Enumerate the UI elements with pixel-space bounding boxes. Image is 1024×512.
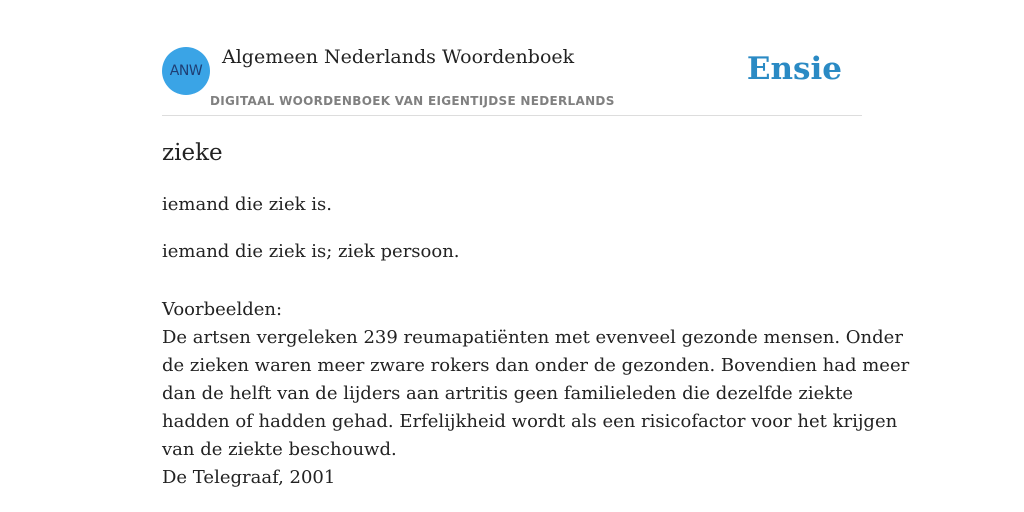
- brand-logo[interactable]: Ensie: [746, 51, 842, 87]
- site-header: [162, 0, 862, 116]
- examples-block: [162, 296, 910, 492]
- example-line: de zieken waren meer zware rokers dan onder de gezonden. Bovendien had meer: [162, 355, 910, 376]
- definition-2: iemand die ziek is; ziek persoon.: [162, 241, 460, 262]
- example-line: van de ziekte beschouwd.: [162, 439, 397, 460]
- examples-label: Voorbeelden:: [162, 299, 283, 320]
- definition-1: iemand die ziek is.: [162, 194, 332, 215]
- logo-text: ANW: [169, 63, 203, 79]
- example-line: hadden of hadden gehad. Erfelijkheid wordt als een risicofactor voor het krijgen: [162, 411, 898, 432]
- site-title[interactable]: Algemeen Nederlands Woordenboek: [222, 46, 575, 68]
- entry-card: [162, 0, 910, 512]
- example-source: De Telegraaf, 2001: [162, 467, 336, 488]
- site-subtitle: DIGITAAL WOORDENBOEK VAN EIGENTIJDSE NEDERLANDS: [210, 94, 615, 108]
- example-line: De artsen vergeleken 239 reumapatiënten met evenveel gezonde mensen. Onder: [162, 327, 903, 348]
- headword: zieke: [162, 140, 223, 166]
- example-line: dan de helft van de lijders aan artritis geen familieleden die dezelfde ziekte: [162, 383, 854, 404]
- anw-logo[interactable]: [162, 47, 210, 95]
